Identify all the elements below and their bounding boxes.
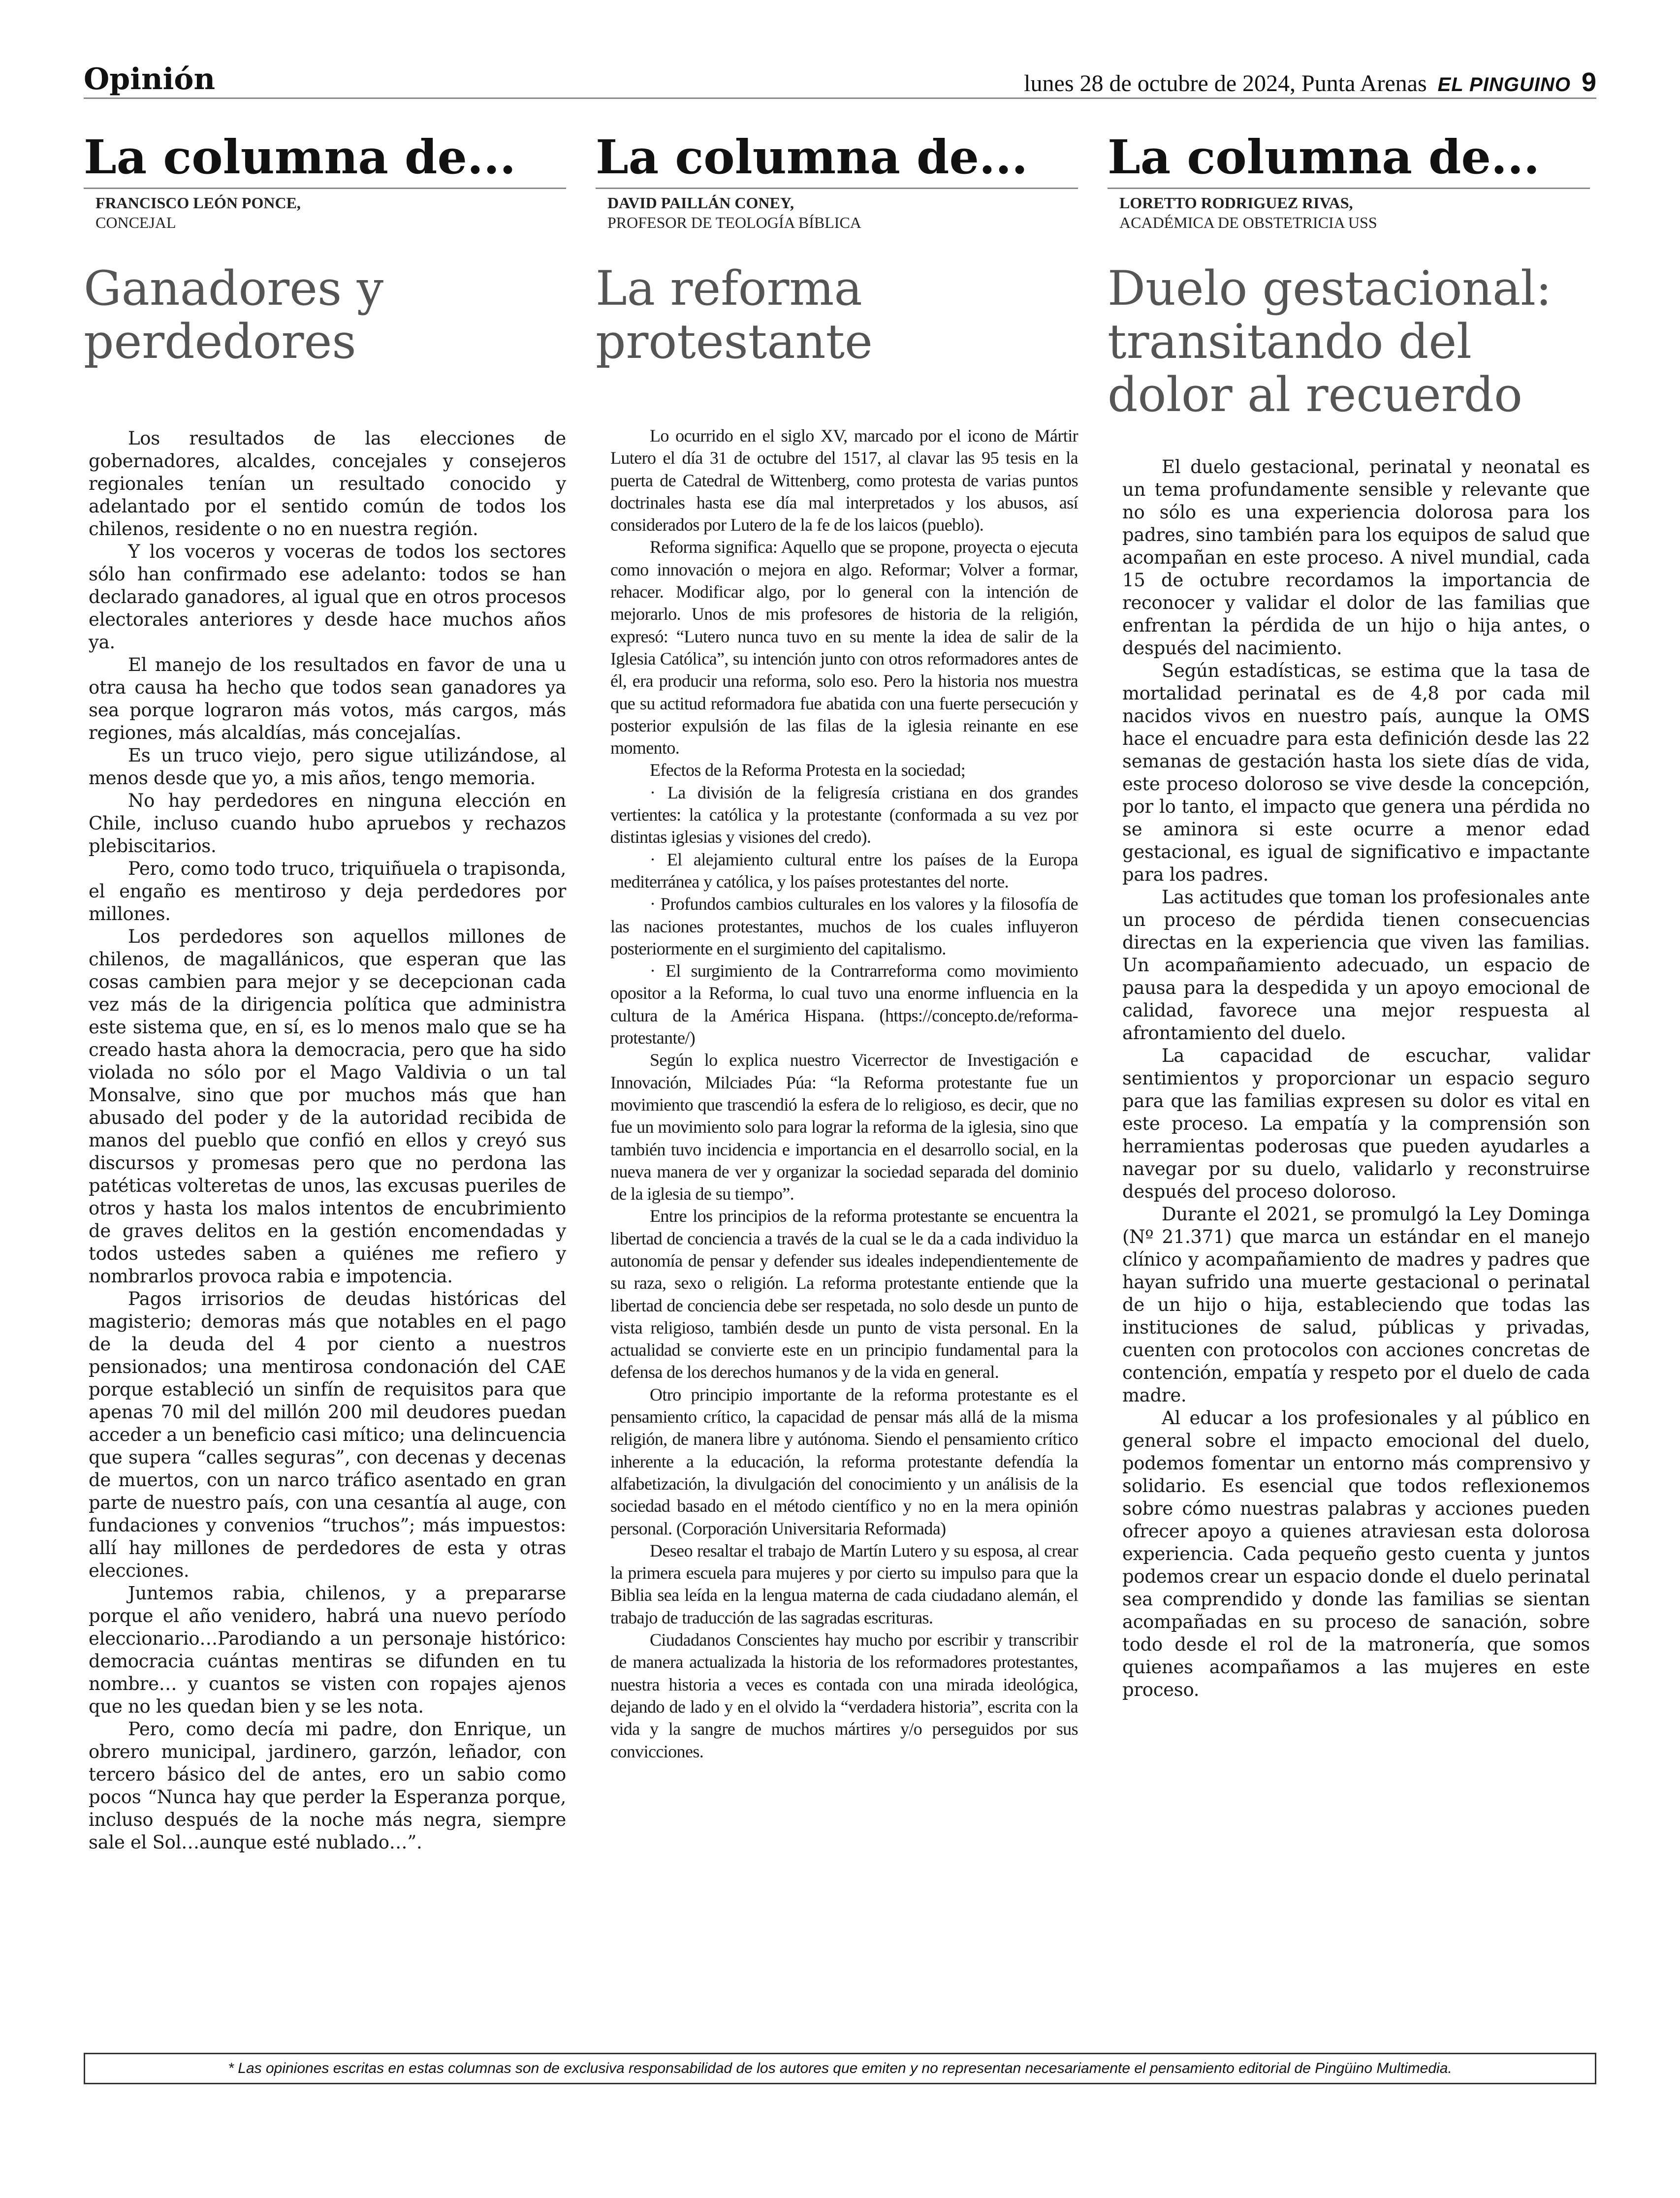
opinion-column-2 — [596, 130, 1078, 1763]
paragraph: Entre los principios de la reforma protestante se encuentra la libertad de conciencia a través de la cual se le da a cada individuo la autonomía de pensar y defender sus ideales independientemente de su raza, sexo o religión. La reforma protestante entiende que la libertad de conciencia debe ser respetada, no solo desde un punto de vista religioso, también desde un punto de vista personal. En la actualidad se convierte este en un principio fundamental para la defensa de los derechos humanos y de la vida en general. — [610, 1206, 1078, 1382]
author-role: ACADÉMICA DE OBSTETRICIA USS — [1119, 214, 1377, 231]
paragraph: Otro principio importante de la reforma protestante es el pensamiento crítico, la capacidad de pensar más allá de la misma religión, de manera libre y autónoma. Siendo el pensamiento crítico inherente a la educación, la reforma protestante defendía la alfabetización, la divulgación del conocimiento y un análisis de la sociedad basado en el método científico y no en la mera opinión personal. (Corporación Universitaria Reformada) — [610, 1384, 1078, 1538]
column-kicker: La columna de... — [596, 130, 1078, 189]
author-name: DAVID PAILLÁN CONEY, — [607, 194, 794, 212]
paragraph: Es un truco viejo, pero sigue utilizándose, al menos desde que yo, a mis años, tengo memoria. — [89, 745, 566, 789]
dateline — [1024, 67, 1596, 97]
section-title: Opinión — [84, 62, 216, 96]
paragraph: El manejo de los resultados en favor de una u otra causa ha hecho que todos sean ganadores ya sea porque lograron más votos, más cargos, más regiones, más alcaldías, más concejalías. — [89, 654, 566, 743]
paragraph: Durante el 2021, se promulgó la Ley Dominga (Nº 21.371) que marca un estándar en el manejo clínico y acompañamiento de madres y padres que hayan sufrido una muerte gestacional o perinatal de un hijo o hija, estableciendo que todas las instituciones de salud, públicas y privadas, cuenten con protocolos con acciones concretas de contención, empatía y respeto por el duelo de cada madre. — [1122, 1204, 1590, 1406]
author-name: FRANCISCO LEÓN PONCE, — [95, 194, 301, 212]
author-role: CONCEJAL — [95, 214, 176, 231]
article-body — [596, 425, 1078, 1763]
paragraph: Reforma significa: Aquello que se propone, proyecta o ejecuta como innovación o mejora en algo. Reformar; Volver a formar, rehacer. Modificar algo, por lo general con la intención de mejorarlo. Unos de mis profesores de historia de la religión, expresó: “Lutero nunca tuvo en su mente la idea de salir de la Iglesia Católica”, su intención junto con otros reformadores antes de él, era producir una reforma, solo eso. Pero la historia nos muestra que su actitud reformadora fue abatida con una fuerte persecución y posterior expulsión de las filas de la iglesia reinante en ese momento. — [610, 537, 1078, 758]
author-byline — [1108, 193, 1590, 232]
article-headline: La reforma protestante — [596, 261, 873, 369]
paragraph: Pagos irrisorios de deudas históricas del magisterio; demoras más que notables en el pago de la deuda del 4 por ciento a nuestros pensionados; una mentirosa condonación del CAE porque estableció un sinfín de requisitos para que apenas 70 mil del millón 200 mil deudores puedan acceder a un beneficio casi mítico; una delincuencia que supera “calles seguras”, con decenas y decenas de muertos, con un narco tráfico asentado en gran parte de nuestro país, con una cesantía al auge, con fundaciones y convenios “truchos”; más impuestos: allí hay millones de perdedores de esta y otras elecciones. — [89, 1288, 566, 1581]
paragraph: · El alejamiento cultural entre los países de la Europa mediterránea y católica, y los países protestantes del norte. — [610, 849, 1078, 892]
paragraph: · La división de la feligresía cristiana en dos grandes vertientes: la católica y la protestante (conformada a su vez por distintas iglesias y visiones del credo). — [610, 782, 1078, 847]
opinion-column-1 — [84, 130, 566, 1854]
author-role: PROFESOR DE TEOLOGÍA BÍBLICA — [607, 214, 861, 231]
paragraph: Y los voceros y voceras de todos los sectores sólo han confirmado ese adelanto: todos se han declarado ganadores, al igual que en otros procesos electorales anteriores y desde hace muchos años ya. — [89, 541, 566, 653]
author-name: LORETTO RODRIGUEZ RIVAS, — [1119, 194, 1353, 212]
article-body — [1108, 456, 1590, 1701]
paragraph: Las actitudes que toman los profesionales ante un proceso de pérdida tienen consecuencias directas en la experiencia que viven las familias. Un acompañamiento adecuado, un espacio de pausa para la despedida y un apoyo emocional de calidad, favorece una mejor respuesta al afrontamiento del duelo. — [1122, 887, 1590, 1044]
article-body — [84, 427, 566, 1854]
paragraph: No hay perdedores en ninguna elección en Chile, incluso cuando hubo apruebos y rechazos plebiscitarios. — [89, 790, 566, 857]
paragraph: Según lo explica nuestro Vicerrector de Investigación e Innovación, Milciades Púa: “la Reforma protestante fue un movimiento que trascendió la esfera de lo religioso, es decir, que no fue un movimiento solo para lograr la reforma de la iglesia, sino que también tuvo incidencia e importancia en el desarrollo social, en la nueva manera de ver y organizar la sociedad separada del dominio de la iglesia de su tiempo”. — [610, 1050, 1078, 1204]
paragraph: · El surgimiento de la Contrarreforma como movimiento opositor a la Reforma, lo cual tuvo una enorme influencia en la cultura de la América Hispana. (https://concepto.de/reforma-protestante/) — [610, 961, 1078, 1048]
paragraph: · Profundos cambios culturales en los valores y la filosofía de las naciones protestantes, muchos de los cuales influyeron posteriormente en el surgimiento del capitalismo. — [610, 894, 1078, 958]
paragraph: Los resultados de las elecciones de gobernadores, alcaldes, concejales y consejeros regionales tenían un resultado conocido y adelantado por el sentido común de todos los chilenos, residente o no en nuestra región. — [89, 428, 566, 540]
paragraph: El duelo gestacional, perinatal y neonatal es un tema profundamente sensible y relevante que no sólo es una experiencia dolorosa para los padres, sino también para los equipos de salud que acompañan en este proceso. A nivel mundial, cada 15 de octubre recordamos la importancia de reconocer y validar el dolor de las familias que enfrentan la pérdida de un hijo o hija antes, o después del nacimiento. — [1122, 456, 1590, 659]
column-kicker: La columna de... — [84, 130, 566, 189]
paragraph: Juntemos rabia, chilenos, y a prepararse porque el año venidero, habrá una nuevo período eleccionario…Parodiando a un personaje histórico: democracia cuántas mentiras se difunden en tu nombre… y cuantos se visten con ropajes ajenos que no les quedan bien y se les nota. — [89, 1583, 566, 1717]
paragraph: Al educar a los profesionales y al público en general sobre el impacto emocional del duelo, podemos fomentar un entorno más comprensivo y solidario. Es esencial que todos reflexionemos sobre cómo nuestras palabras y acciones pueden ofrecer apoyo a quienes atraviesan esta dolorosa experiencia. Cada pequeño gesto cuenta y juntos podemos crear un espacio donde el duelo perinatal sea comprendido y donde las familias se sientan acompañadas en su proceso de sanación, sobre todo desde el rol de la matronería, que somos quienes acompañamos a las mujeres en este proceso. — [1122, 1407, 1590, 1700]
paragraph: La capacidad de escuchar, validar sentimientos y proporcionar un espacio seguro para que las familias expresen su dolor es vital en este proceso. La empatía y la comprensión son herramientas poderosas que pueden ayudarles a navegar por su duelo, validarlo y reconstruirse después del proceso doloroso. — [1122, 1045, 1590, 1202]
page-number: 9 — [1581, 67, 1596, 97]
date-location: lunes 28 de octubre de 2024, Punta Arenas — [1024, 70, 1427, 96]
paragraph: Pero, como todo truco, triquiñuela o trapisonda, el engaño es mentiroso y deja perdedores por millones. — [89, 858, 566, 924]
opinion-column-3 — [1108, 130, 1590, 1701]
paragraph: Pero, como decía mi padre, don Enrique, un obrero municipal, jardinero, garzón, leñador, con tercero básico del de antes, ero un sabio como pocos “Nunca hay que perder la Esperanza porque, incluso después de la noche más negra, siempre sale el Sol…aunque esté nublado…”. — [89, 1719, 566, 1853]
paragraph: Los perdedores son aquellos millones de chilenos, de magallánicos, que esperan que las cosas cambien para mejor y se decepcionan cada vez más de la dirigencia política que administra este sistema que, en sí, es lo menos malo que se ha creado hasta ahora la democracia, pero que ha sido violada no sólo por el Mago Valdivia o un tal Monsalve, sino que por muchos más que han abusado del poder y de la autoridad recibida de manos del pueblo que confió en ellos y creyó sus discursos y promesas pero que no perdona las patéticas volteretas de unos, las excusas pueriles de otros y hasta los malos intentos de encubrimiento de graves delitos en la gestión encomendadas y todos ustedes saben a quiénes me refiero y nombrarlos provoca rabia e impotencia. — [89, 926, 566, 1287]
author-byline — [84, 193, 566, 232]
paragraph: Ciudadanos Conscientes hay mucho por escribir y transcribir de manera actualizada la historia de los reformadores protestantes, nuestra historia a veces es contada con una mirada ideológica, dejando de lado y en el olvido la “verdadera historia”, escrita con la vida y la sangre de muchos mártires y/o perseguidos por sus convicciones. — [610, 1630, 1078, 1761]
publication-logo: EL PINGUINO — [1437, 74, 1571, 96]
paragraph: Lo ocurrido en el siglo XV, marcado por el icono de Mártir Lutero el día 31 de octubre del 1517, al clavar las 95 tesis en la puerta de Catedral de Wittenberg, como protesta de varias puntos doctrinales hasta ese día mal interpretados y los abusos, así considerados por Lutero de la fe de los laicos (pueblo). — [610, 426, 1078, 535]
paragraph: Efectos de la Reforma Protesta en la sociedad; — [650, 760, 966, 780]
article-headline: Duelo gestacional: transitando del dolor al recuerdo — [1108, 261, 1552, 422]
page-header — [84, 59, 1596, 99]
disclaimer-box: * Las opiniones escritas en estas columnas son de exclusiva responsabilidad de los autores que emiten y no representan necesariamente el pensamiento editorial de Pingüino Multimedia. — [84, 2053, 1596, 2084]
author-byline — [596, 193, 1078, 232]
paragraph: Según estadísticas, se estima que la tasa de mortalidad perinatal es de 4,8 por cada mil nacidos vivos en nuestro país, aunque la OMS hace el encuadre para esta definición desde las 22 semanas de gestación hasta los siete días de vida, este proceso doloroso se vive desde la concepción, por lo tanto, el impacto que genera una pérdida no se aminora si este ocurre a menor edad gestacional, es igual de significativo e impactante para los padres. — [1122, 660, 1590, 885]
article-headline: Ganadores y perdedores — [84, 261, 383, 369]
paragraph: Deseo resaltar el trabajo de Martín Lutero y su esposa, al crear la primera escuela para mujeres y por cierto su impulso para que la Biblia sea leída en la lengua materna de cada ciudadano alemán, el trabajo de traducción de las sagradas escrituras. — [610, 1540, 1078, 1627]
column-kicker: La columna de... — [1108, 130, 1590, 189]
